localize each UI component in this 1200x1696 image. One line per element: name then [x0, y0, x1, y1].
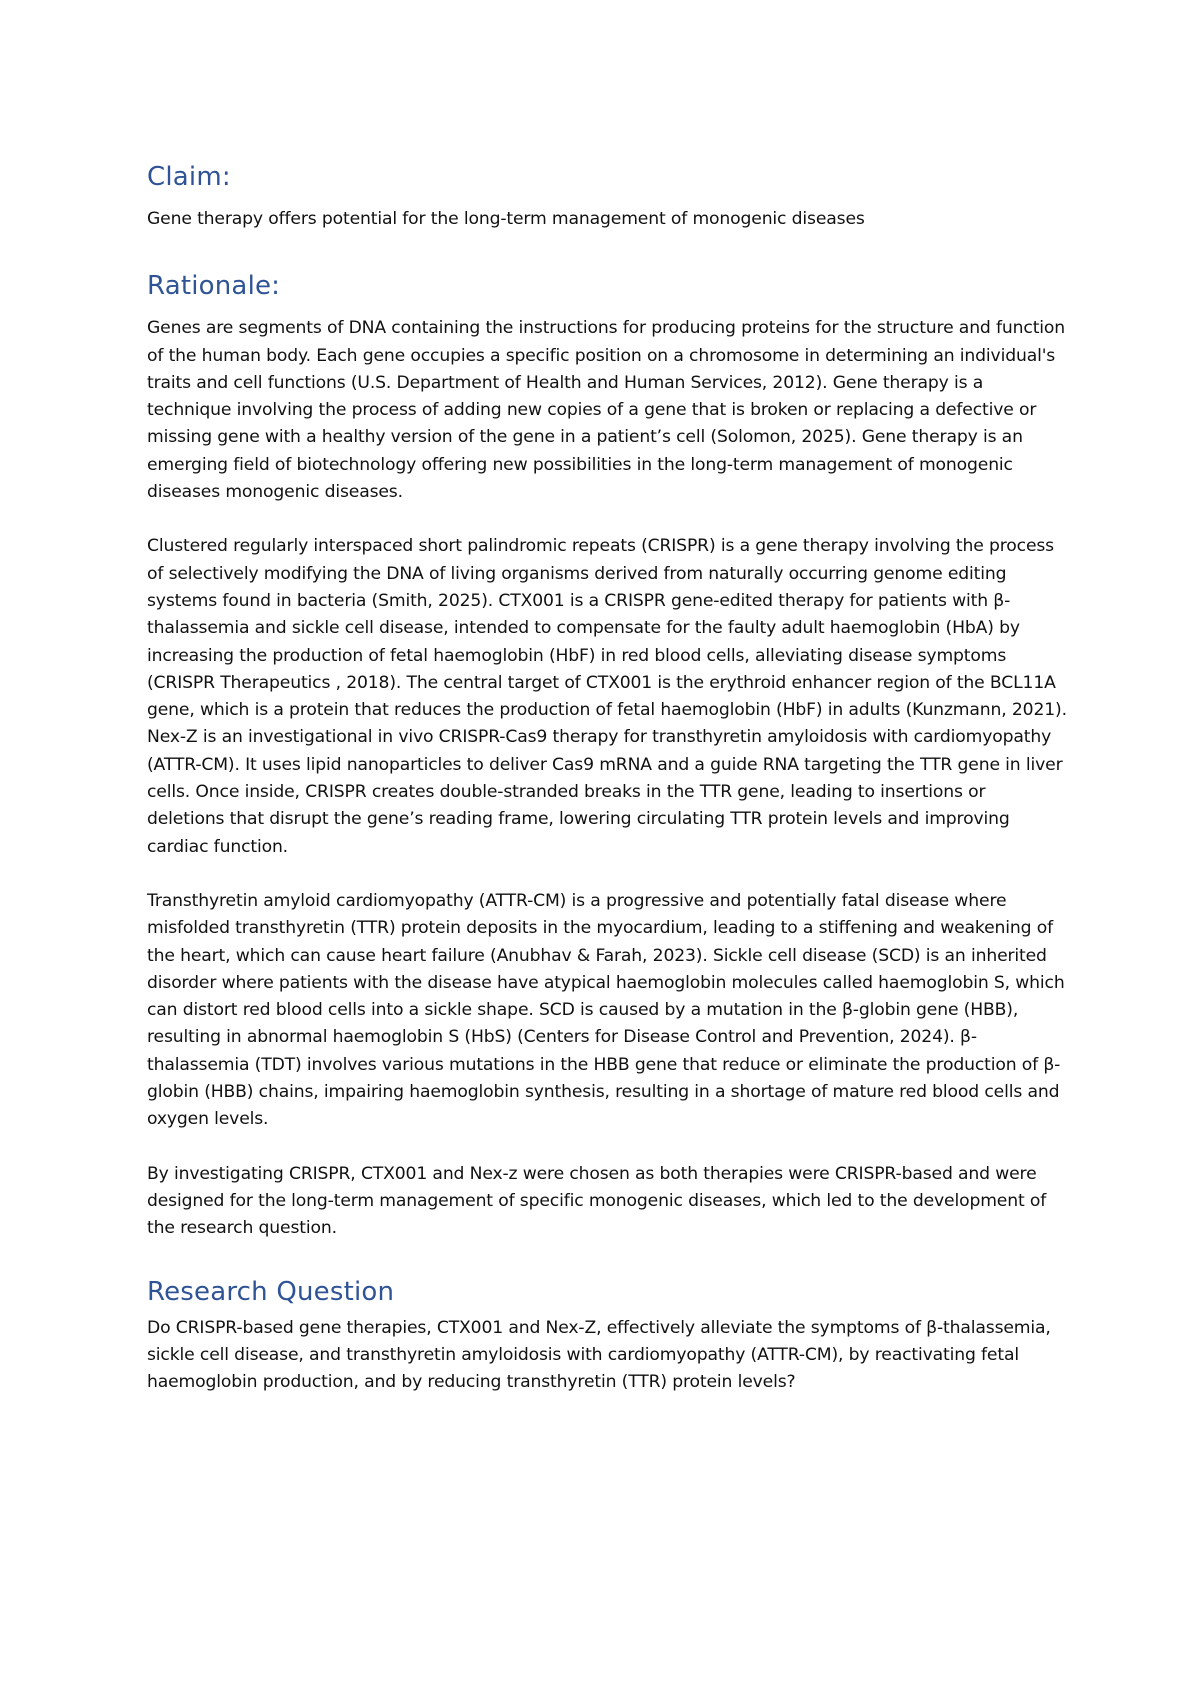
- claim-heading: Claim:: [147, 162, 231, 192]
- research-question-text: Do CRISPR-based gene therapies, CTX001 and Nex-Z, effectively alleviate the symptoms of β-thalassemia, sickle cell disease, and transthyretin amyloidosis with cardiomyopathy (ATTR-CM), by reactivating fetal haemoglobin production, and by reducing transthyretin (TTR) protein levels?: [147, 1317, 1051, 1393]
- document-body: [147, 160, 1067, 1396]
- rationale-paragraph-3: Transthyretin amyloid cardiomyopathy (ATTR-CM) is a progressive and potentially fatal disease where misfolded transthyretin (TTR) protein deposits in the myocardium, leading to a stiffening and weakening of the heart, which can cause heart failure (Anubhav & Farah, 2023). Sickle cell disease (SCD) is an inherited disorder where patients with the disease have atypical haemoglobin molecules called haemoglobin S, which can distort red blood cells into a sickle shape. SCD is caused by a mutation in the β-globin gene (HBB), resulting in abnormal haemoglobin S (HbS) (Centers for Disease Control and Prevention, 2024). β-thalassemia (TDT) involves various mutations in the HBB gene that reduce or eliminate the production of β-globin (HBB) chains, impairing haemoglobin synthesis, resulting in a shortage of mature red blood cells and oxygen levels.: [147, 890, 1065, 1130]
- research-question-heading: Research Question: [147, 1276, 395, 1307]
- rationale-paragraph-2: Clustered regularly interspaced short palindromic repeats (CRISPR) is a gene therapy involving the process of selectively modifying the DNA of living organisms derived from naturally occurring genome editing systems found in bacteria (Smith, 2025). CTX001 is a CRISPR gene-edited therapy for patients with β-thalassemia and sickle cell disease, intended to compensate for the faulty adult haemoglobin (HbA) by increasing the production of fetal haemoglobin (HbF) in red blood cells, alleviating disease symptoms (CRISPR Therapeutics , 2018). The central target of CTX001 is the erythroid enhancer region of the BCL11A gene, which is a protein that reduces the production of fetal haemoglobin (HbF) in adults (Kunzmann, 2021). Nex-Z is an investigational in vivo CRISPR-Cas9 therapy for transthyretin amyloidosis with cardiomyopathy (ATTR-CM). It uses lipid nanoparticles to deliver Cas9 mRNA and a guide RNA targeting the TTR gene in liver cells. Once inside, CRISPR creates double-stranded breaks in the TTR gene, leading to insertions or deletions that disrupt the gene’s reading frame, lowering circulating TTR protein levels and improving cardiac function.: [147, 536, 1067, 857]
- rationale-heading: Rationale:: [147, 271, 281, 302]
- rationale-paragraph-4: By investigating CRISPR, CTX001 and Nex-z were chosen as both therapies were CRISPR-based and were designed for the long-term management of specific monogenic diseases, which led to the development of the research question.: [147, 1163, 1047, 1239]
- claim-text: Gene therapy offers potential for the long-term management of monogenic diseases: [147, 209, 865, 229]
- rationale-paragraph-1: Genes are segments of DNA containing the instructions for producing proteins for the structure and function of the human body. Each gene occupies a specific position on a chromosome in determining an individual's traits and cell functions (U.S. Department of Health and Human Services, 2012). Gene therapy is a technique involving the process of adding new copies of a gene that is broken or replacing a defective or missing gene with a healthy version of the gene in a patient’s cell (Solomon, 2025). Gene therapy is an emerging field of biotechnology offering new possibilities in the long-term management of monogenic diseases monogenic diseases.: [147, 318, 1066, 503]
